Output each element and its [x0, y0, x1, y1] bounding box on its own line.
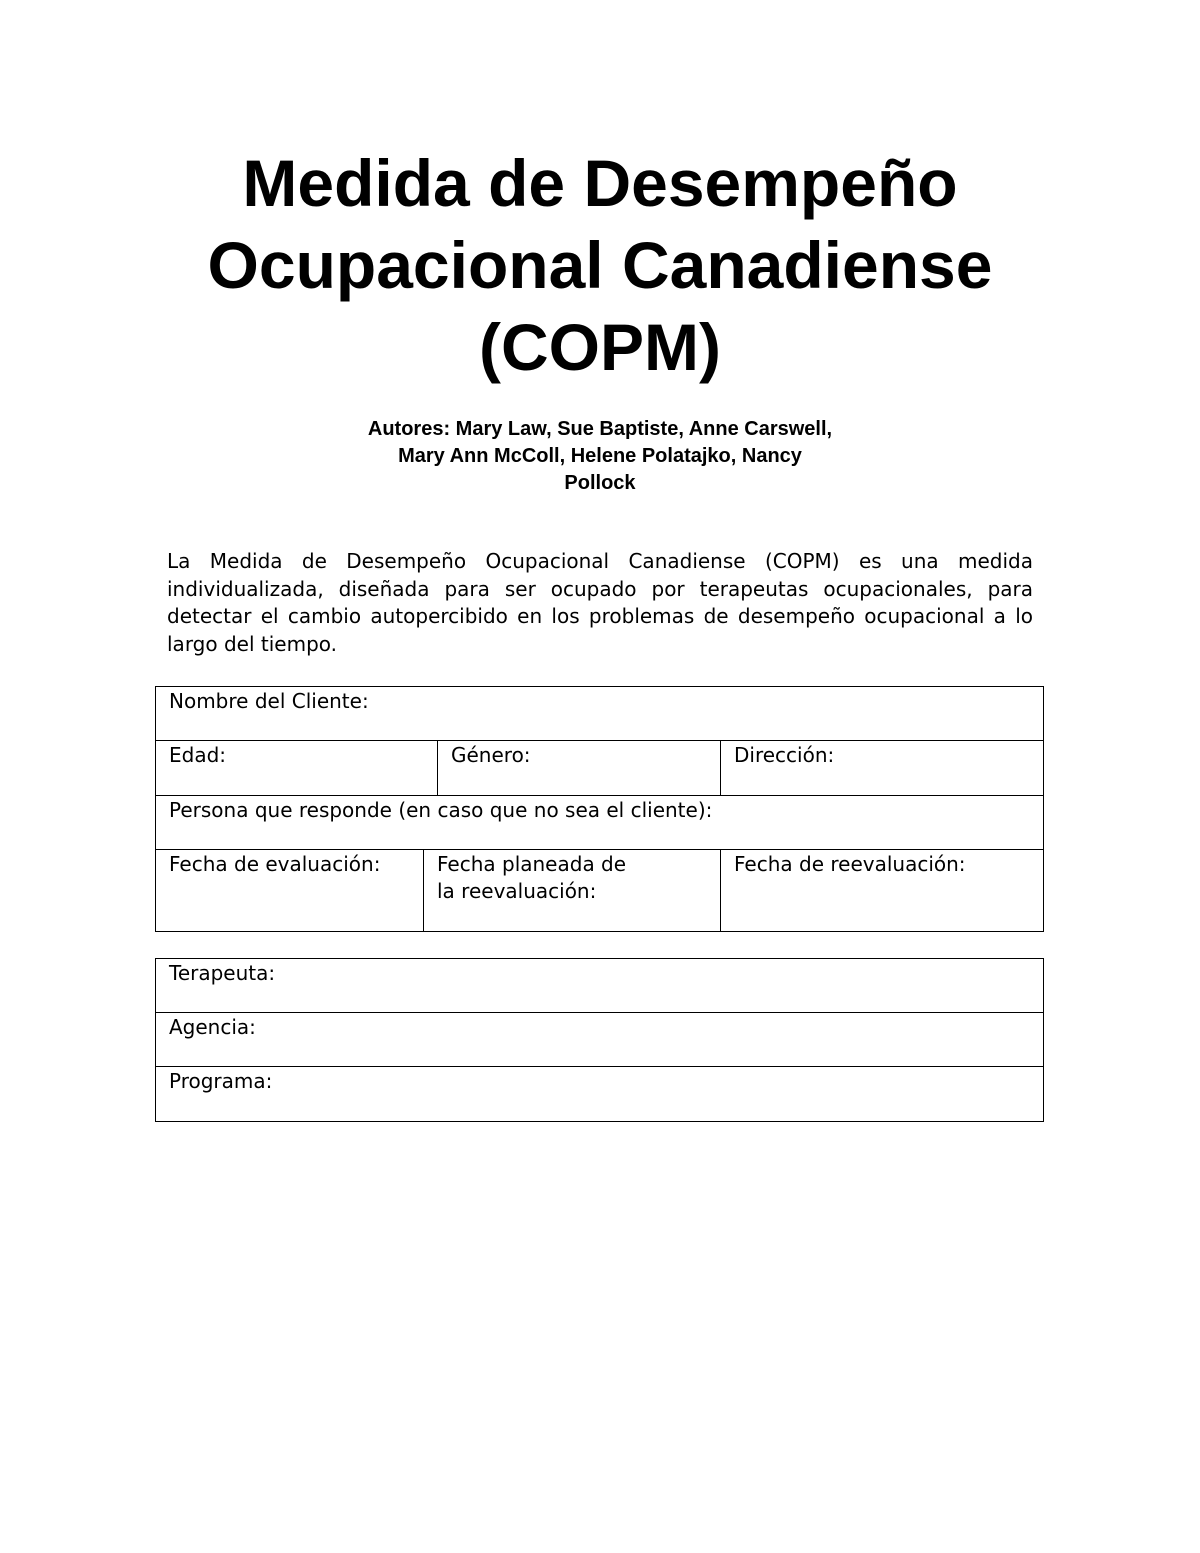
evaluation-date-field[interactable]: Fecha de evaluación: [169, 852, 381, 876]
title-line-1: Medida de Desempeño [242, 146, 958, 220]
agency-field[interactable]: Agencia: [169, 1015, 256, 1039]
table-divider [155, 795, 1044, 796]
reevaluation-date-field[interactable]: Fecha de reevaluación: [734, 852, 966, 876]
table-divider [155, 849, 1044, 850]
authors-line-1: Autores: Mary Law, Sue Baptiste, Anne Carswell, [367, 418, 833, 440]
table-divider [437, 740, 438, 796]
table-divider [720, 849, 721, 932]
table-divider [423, 849, 424, 932]
title-line-3: (COPM) [479, 310, 721, 384]
table-divider [155, 740, 1044, 741]
planned-reevaluation-label-line-2: la reevaluación: [437, 879, 597, 903]
authors [300, 416, 900, 497]
program-field[interactable]: Programa: [169, 1069, 273, 1093]
client-name-field[interactable]: Nombre del Cliente: [169, 689, 369, 713]
table-divider [155, 1066, 1044, 1067]
therapist-field[interactable]: Terapeuta: [169, 961, 276, 985]
authors-line-2: Mary Ann McColl, Helene Polatajko, Nancy [398, 445, 802, 467]
title-line-2: Ocupacional Canadiense [207, 228, 993, 302]
table-divider [155, 1012, 1044, 1013]
authors-line-3: Pollock [564, 472, 636, 494]
planned-reevaluation-label-line-1: Fecha planeada de [437, 852, 627, 876]
gender-field[interactable]: Género: [451, 743, 531, 767]
address-field[interactable]: Dirección: [734, 743, 835, 767]
planned-reevaluation-date-field[interactable] [437, 851, 717, 905]
intro-paragraph: La Medida de Desempeño Ocupacional Canadiense (COPM) es una medida individualizada, diseñada para ser ocupado por terapeutas ocupacionales, para detectar el cambio autopercibido en los problemas de desempeño ocupacional a lo largo del tiempo. [167, 549, 1033, 656]
age-field[interactable]: Edad: [169, 743, 227, 767]
respondent-field[interactable]: Persona que responde (en caso que no sea el cliente): [169, 798, 713, 822]
table-divider [720, 740, 721, 796]
document-title [100, 142, 1100, 388]
